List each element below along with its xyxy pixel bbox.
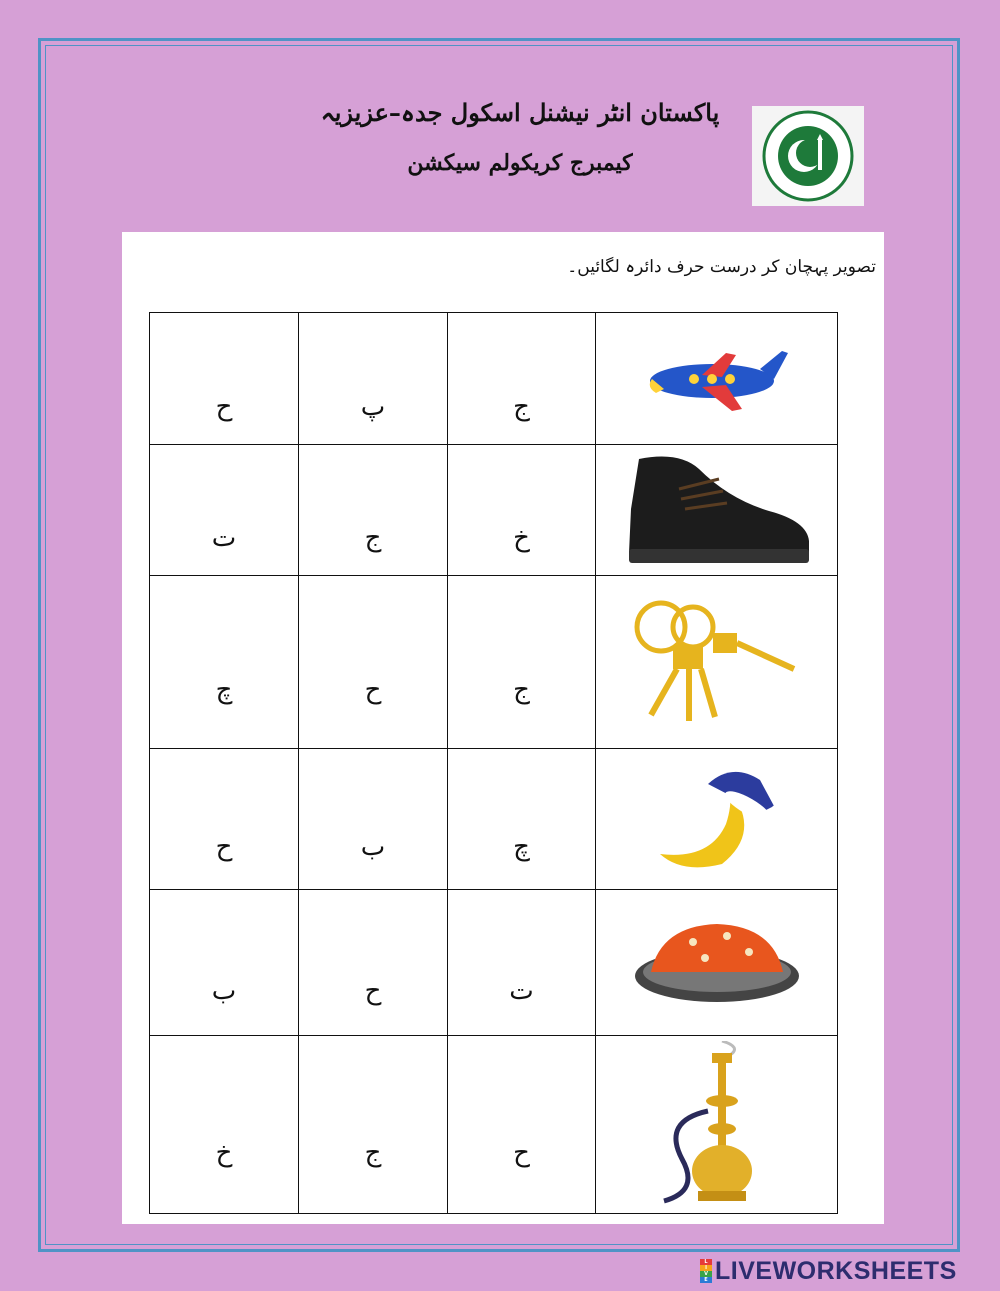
letter-option[interactable]: ج	[299, 445, 448, 576]
letter-option[interactable]: پ	[299, 313, 448, 445]
letter-option[interactable]: ت	[448, 890, 596, 1036]
school-logo	[752, 106, 864, 206]
table-row	[150, 749, 838, 890]
school-name: پاکستان انٹر نیشنل اسکول جدہ–عزیزیہ	[320, 98, 720, 127]
keys-icon	[629, 597, 804, 727]
picture-cell	[596, 445, 838, 576]
letter-option[interactable]: ح	[299, 576, 448, 749]
table-row	[150, 1036, 838, 1214]
hookah-icon	[652, 1041, 782, 1209]
letter-option[interactable]: ج	[448, 313, 596, 445]
picture-cell	[596, 749, 838, 890]
picture-cell	[596, 890, 838, 1036]
letter-option[interactable]: خ	[448, 445, 596, 576]
picture-cell	[596, 1036, 838, 1214]
letter-grid	[149, 312, 838, 1214]
table-row	[150, 445, 838, 576]
letter-option[interactable]: خ	[150, 1036, 299, 1214]
letter-option[interactable]: ت	[150, 445, 299, 576]
brand-name: LIVEWORKSHEETS	[715, 1256, 957, 1285]
halwa-plate-icon	[631, 918, 803, 1008]
letter-option[interactable]: ج	[448, 576, 596, 749]
table-row	[150, 890, 838, 1036]
letter-option[interactable]: ج	[299, 1036, 448, 1214]
picture-cell	[596, 576, 838, 749]
letter-option[interactable]: چ	[448, 749, 596, 890]
picture-cell	[596, 313, 838, 445]
instruction-text: تصویر پہچان کر درست حرف دائرہ لگائیں۔	[567, 257, 876, 277]
worksheet-paper	[122, 232, 884, 1224]
table-row	[150, 313, 838, 445]
letter-option[interactable]: ح	[299, 890, 448, 1036]
liveworksheets-footer[interactable]	[700, 1258, 957, 1284]
section-name: کیمبرج کریکولم سیکشن	[407, 150, 633, 176]
moon-icon	[652, 762, 782, 877]
live-badge-icon: L I V E	[700, 1259, 712, 1283]
letter-option[interactable]: ح	[150, 749, 299, 890]
letter-option[interactable]: ح	[150, 313, 299, 445]
shoe-icon	[619, 449, 815, 571]
letter-option[interactable]: ب	[299, 749, 448, 890]
table-row	[150, 576, 838, 749]
letter-option[interactable]: چ	[150, 576, 299, 749]
airplane-icon	[642, 339, 792, 419]
letter-option[interactable]: ب	[150, 890, 299, 1036]
letter-option[interactable]: ح	[448, 1036, 596, 1214]
